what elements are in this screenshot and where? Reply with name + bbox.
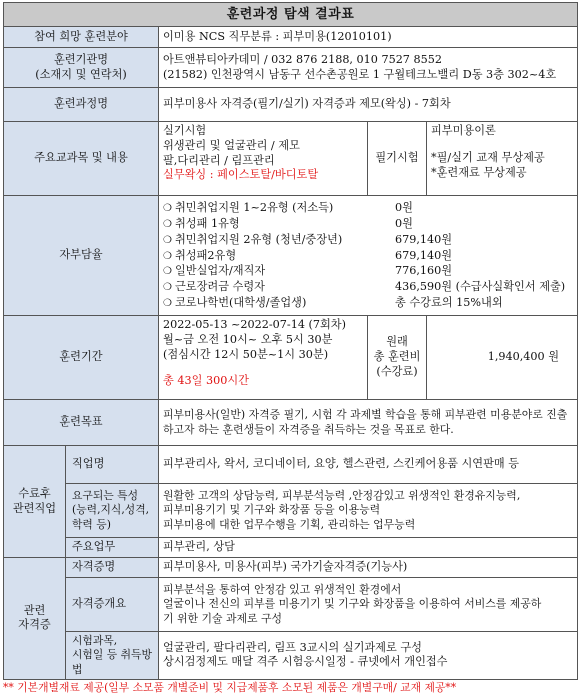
theory-note-1: *필/실기 교재 무상제공 — [431, 150, 545, 164]
cost-label-3: (수강료) — [376, 364, 418, 378]
cert-exam-label-2: 시험일 등 취득방 — [72, 648, 152, 662]
fee-name: 취민취업지원 2유형 (청년/중장년) — [174, 232, 343, 246]
traits-label-2: (능력,지식,성격, — [72, 503, 150, 517]
fee-name: 코로나학번(대학생/졸업생) — [174, 295, 307, 309]
fee-name: 근로장려금 수령자 — [174, 280, 265, 294]
fee-row — [163, 232, 573, 248]
theory-note-2: *훈련재료 무상제공 — [431, 165, 527, 179]
cost-label — [368, 316, 427, 400]
cert-exam-line-2: 상시검정제도 매달 격주 시험응시일정 - 큐넷에서 개인접수 — [163, 655, 448, 669]
cost-value: 1,940,400 원 — [427, 316, 578, 400]
fee-amount: 0원 — [395, 217, 413, 230]
cert-summary-value — [159, 578, 578, 632]
subjects-line-3: 팔,다리관리 / 림프관리 — [163, 153, 275, 167]
cost-label-2: 총 훈련비 — [373, 350, 421, 364]
checkbox-icon: ❍ — [163, 297, 172, 309]
fee-row — [163, 216, 573, 232]
goal-label: 훈련목표 — [4, 400, 159, 446]
cert-exam-label-3: 법 — [72, 662, 83, 676]
fees-label: 자부담율 — [4, 196, 159, 316]
footer-note: ** 기본개별재료 제공(일부 소모품 개별준비 및 지급제품후 소모된 제품은 개별구매/ 교재 제공** — [3, 680, 457, 694]
fee-name: 취성패2유형 — [174, 248, 237, 262]
period-label: 훈련기간 — [4, 316, 159, 400]
fee-name: 일반실업자/재직자 — [174, 264, 266, 278]
period-total: 총 43일 300시간 — [163, 374, 249, 388]
cert-name-value: 피부미용사, 미용사(피부) 국가기술자격증(기능사) — [159, 558, 578, 578]
fee-amount: 679,140원 — [395, 232, 453, 246]
cert-summary-line-3: 기 위한 기술 과제로 구성 — [163, 611, 283, 625]
checkbox-icon: ❍ — [163, 219, 172, 230]
checkbox-icon: ❍ — [163, 282, 172, 294]
cert-summary-label: 자격증개요 — [66, 578, 159, 632]
result-table — [3, 2, 578, 680]
traits-line-1: 원활한 고객의 상담능력, 피부분석능력 ,안정감있고 위생적인 환경유지능력, — [163, 488, 521, 502]
duty-value: 피부관리, 상담 — [159, 538, 578, 558]
subjects-theory — [427, 122, 578, 196]
course-name-value: 피부미용사 자격증(필기/실기) 자격증과 제모(왁싱) - 7회차 — [159, 88, 578, 122]
traits-line-2: 피부미용기기 및 기구와 화장품 등을 이용능력 — [163, 503, 381, 517]
traits-label-3: 학력 등) — [72, 517, 111, 531]
subjects-practical — [159, 122, 368, 196]
cert-label-2: 자격증 — [18, 618, 51, 632]
fee-row — [163, 263, 573, 279]
field-value: 이미용 NCS 직무분류 : 피부미용(12010101) — [159, 27, 578, 48]
fee-amount: 총 수강료의 15%내외 — [395, 295, 503, 309]
fee-amount: 679,140원 — [395, 248, 453, 262]
theory-title: 피부미용이론 — [431, 124, 496, 137]
jobs-label: 직업명 — [66, 446, 159, 484]
fee-amount: 0원 — [395, 201, 413, 215]
traits-value — [159, 484, 578, 538]
course-name-label: 훈련과정명 — [4, 88, 159, 122]
fee-amount: 436,590원 (수급사실확인서 제출) — [395, 280, 566, 294]
sheet-title: 훈련과정 탐색 결과표 — [4, 3, 578, 27]
institution-address: (21582) 인천광역시 남동구 선수촌공원로 1 구월테크노밸리 D동 3층 302~4호 — [163, 67, 557, 81]
subjects-waxing-line: 실무왁싱 : 페이스토탈/바디토탈 — [163, 168, 319, 182]
fee-row — [163, 295, 573, 311]
institution-info — [159, 48, 578, 88]
after-label-1: 수료후 — [18, 486, 51, 500]
checkbox-icon: ❍ — [163, 266, 172, 278]
traits-label — [66, 484, 159, 538]
cert-label — [4, 558, 66, 680]
traits-label-1: 요구되는 특성 — [72, 489, 139, 503]
cost-label-1: 원래 — [386, 335, 408, 349]
institution-label-1: 훈련기관명 — [53, 52, 109, 66]
period-lunch: (점심시간 12시 50분~1시 30분) — [163, 347, 329, 361]
cert-exam-label — [66, 632, 159, 680]
institution-label — [4, 48, 159, 88]
checkbox-icon: ❍ — [163, 203, 172, 215]
fee-row — [163, 279, 573, 295]
cert-name-label: 자격증명 — [66, 558, 159, 578]
written-exam-label: 필기시험 — [368, 122, 427, 196]
after-label — [4, 446, 66, 558]
goal-text: 피부미용사(일반) 자격증 필기, 시험 각 과제별 학습을 통해 피부관련 미용분야로 진출하고자 하는 훈련생들이 자격증을 취득하는 것을 목표로 한다. — [159, 400, 578, 446]
fee-amount: 776,160원 — [395, 264, 453, 278]
result-sheet — [3, 2, 577, 695]
cert-summary-line-1: 피부분석을 통하여 안정감 있고 위생적인 환경에서 — [163, 582, 402, 596]
checkbox-icon: ❍ — [163, 250, 172, 262]
institution-label-2: (소재지 및 연락처) — [35, 67, 127, 81]
checkbox-icon: ❍ — [163, 234, 172, 246]
period-hours: 월~금 오전 10시~ 오후 5시 30분 — [163, 332, 333, 346]
subjects-line-1: 실기시험 — [163, 124, 207, 137]
period-info — [159, 316, 368, 400]
traits-line-3: 피부미용에 대한 업무수행을 기획, 관리하는 업무능력 — [163, 517, 416, 531]
fee-name: 취민취업지원 1~2유형 (저소득) — [174, 201, 334, 215]
fee-row — [163, 248, 573, 264]
cert-exam-value — [159, 632, 578, 680]
subjects-label: 주요교과목 및 내용 — [4, 122, 159, 196]
field-label: 참여 희망 훈련분야 — [4, 27, 159, 48]
period-dates: 2022-05-13 ~2022-07-14 (7회차) — [163, 318, 346, 331]
cert-exam-line-1: 얼굴관리, 팔다리관리, 림프 3교시의 실기과제로 구성 — [163, 640, 422, 654]
fee-name: 취성패 1유형 — [174, 217, 240, 230]
after-label-2: 관련직업 — [12, 501, 57, 515]
fee-row — [163, 200, 573, 216]
cert-label-1: 관련 — [23, 603, 46, 617]
cert-summary-line-2: 얼굴이나 전신의 피부를 미용기기 및 기구와 화장품을 이용하여 서비스를 제공하 — [163, 597, 542, 611]
institution-contact: 아트앤뷰티아카데미 / 032 876 2188, 010 7527 8552 — [163, 52, 442, 66]
fees-list — [159, 196, 578, 316]
duty-label: 주요업무 — [66, 538, 159, 558]
cert-exam-label-1: 시험과목, — [72, 634, 118, 647]
subjects-line-2: 위생관리 및 얼굴관리 / 제모 — [163, 138, 300, 152]
jobs-value: 피부관리사, 왁서, 코디네이터, 요양, 헬스관련, 스킨케어용품 시연판매 등 — [159, 446, 578, 484]
